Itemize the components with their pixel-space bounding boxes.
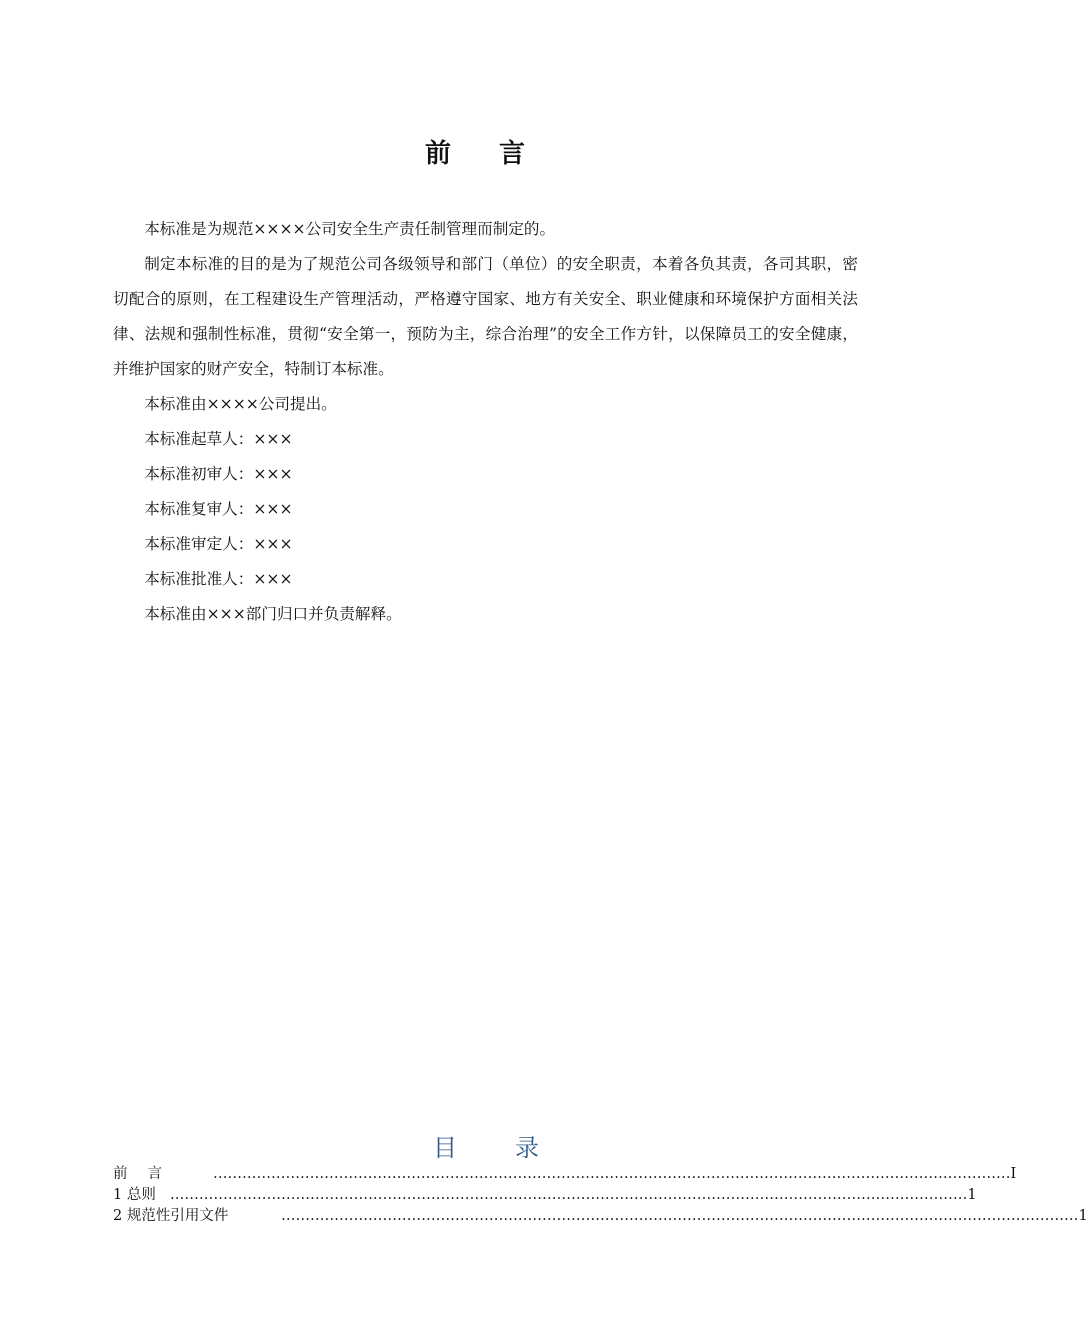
paragraph-second-reviewer: 本标准复审人：××× xyxy=(144,500,293,518)
toc-entry-references[interactable] xyxy=(113,1206,1088,1227)
toc-entry-label: 前言 xyxy=(113,1166,182,1182)
page-title: 前言 xyxy=(424,139,573,169)
toc-entry-page: 1 xyxy=(1078,1208,1088,1224)
paragraph-proposer: 本标准由××××公司提出。 xyxy=(144,395,337,413)
paragraph-drafter: 本标准起草人：××× xyxy=(144,430,293,448)
table-of-contents xyxy=(113,1164,1088,1227)
paragraph-approver-final: 本标准审定人：××× xyxy=(144,535,293,553)
toc-entry-label: 1 总则 xyxy=(113,1187,156,1203)
toc-leader-dots: ………………………………………………………………………………………………………………………………………………… xyxy=(213,1166,1011,1182)
toc-leader-dots: ………………………………………………………………………………………………………………………………………………… xyxy=(281,1208,1079,1224)
paragraph-purpose: 本标准是为规范××××公司安全生产责任制管理而制定的。 xyxy=(144,220,556,238)
toc-entry-page: 1 xyxy=(967,1187,977,1203)
paragraph-objective: 制定本标准的目的是为了规范公司各级领导和部门（单位）的安全职责，本着各负其责，各司其职，密切配合的原则，在工程建设生产管理活动，严格遵守国家、地方有关安全、职业健康和环境保护方面相关法律、法规和强制性标准，贯彻“安全第一，预防为主，综合治理”的安全工作方针，以保障员工的安全健康，并维护国家的财产安全，特制订本标准。 xyxy=(113,255,858,378)
toc-entry-label: 2 规范性引用文件 xyxy=(113,1208,229,1224)
paragraph-first-reviewer: 本标准初审人：××× xyxy=(144,465,293,483)
toc-title: 目录 xyxy=(433,1134,597,1162)
paragraph-ratifier: 本标准批准人：××× xyxy=(144,570,293,588)
toc-entry-general[interactable] xyxy=(113,1185,977,1206)
toc-entry-page: I xyxy=(1010,1166,1017,1182)
foreword-body xyxy=(113,212,858,632)
paragraph-interpretation: 本标准由×××部门归口并负责解释。 xyxy=(144,605,402,623)
toc-entry-foreword[interactable] xyxy=(113,1164,1017,1185)
toc-leader-dots: ………………………………………………………………………………………………………………………………………………… xyxy=(169,1187,968,1203)
